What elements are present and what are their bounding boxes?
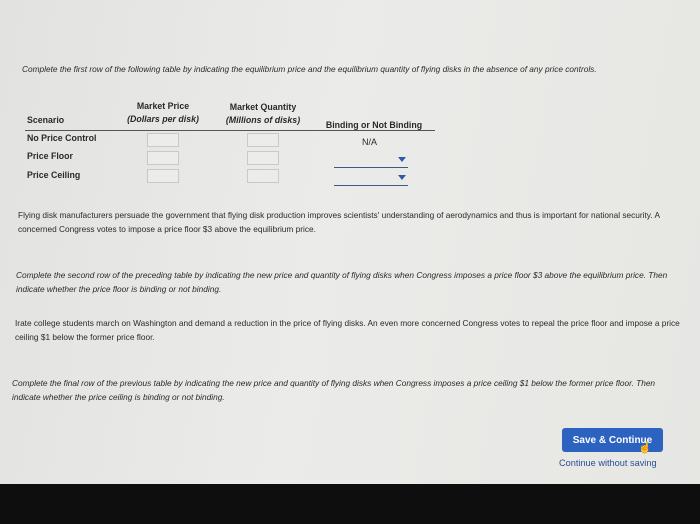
chevron-down-icon [398, 175, 406, 180]
table-header-divider [25, 130, 435, 131]
input-price-floor[interactable] [147, 151, 179, 165]
select-binding-price-floor[interactable] [334, 155, 408, 168]
input-price-ceiling[interactable] [147, 169, 179, 183]
row-label-no-price-control: No Price Control [27, 133, 97, 143]
chevron-down-icon [398, 157, 406, 162]
input-quantity-no-control[interactable] [247, 133, 279, 147]
header-market-price [117, 100, 209, 126]
header-market-quantity [217, 101, 309, 127]
bottom-bar [0, 484, 700, 524]
input-quantity-floor[interactable] [247, 151, 279, 165]
scenario-paragraph-2: Irate college students march on Washington and demand a reduction in the price of flying disks. An even more concerned Congress votes to repeal the price floor and impose a price ceiling $1 below the former price floor. [15, 318, 680, 342]
header-market-price-unit: (Dollars per disk) [127, 114, 199, 124]
instruction-q1: Complete the first row of the following table by indicating the equilibrium price and the equilibrium quantity of flying disks in the absence of any price controls. [22, 64, 597, 74]
row-label-price-floor: Price Floor [27, 151, 73, 161]
scenario-paragraph-1: Flying disk manufacturers persuade the government that flying disk production improves scientists' understanding of aerodynamics and thus is important for national security. A concerned Congress votes to impose a price floor $3 above the equilibrium price. [18, 210, 660, 234]
save-continue-button[interactable]: Save & Continue [562, 428, 663, 452]
header-binding: Binding or Not Binding [325, 120, 423, 130]
input-price-no-control[interactable] [147, 133, 179, 147]
binding-no-control: N/A [362, 137, 378, 147]
header-market-quantity-title: Market Quantity [229, 102, 297, 112]
hand-pointer-icon: ☝ [638, 442, 652, 454]
select-binding-price-ceiling[interactable] [334, 173, 408, 186]
header-scenario: Scenario [27, 115, 65, 125]
continue-without-saving-link[interactable]: Continue without saving [559, 458, 657, 468]
instruction-q2: Complete the second row of the preceding table by indicating the new price and quantity of flying disks when Congress imposes a price floor $3 above the equilibrium price. Then indicate whether the price floor is binding or not binding. [16, 270, 668, 294]
instruction-q3: Complete the final row of the previous table by indicating the new price and quantity of flying disks when Congress imposes a price ceiling $1 below the former price floor. Then indicate whether the price ceiling is binding or not binding. [12, 378, 656, 402]
header-market-price-title: Market Price [136, 101, 190, 111]
input-quantity-ceiling[interactable] [247, 169, 279, 183]
header-market-quantity-unit: (Millions of disks) [225, 115, 301, 125]
row-label-price-ceiling: Price Ceiling [27, 170, 81, 180]
